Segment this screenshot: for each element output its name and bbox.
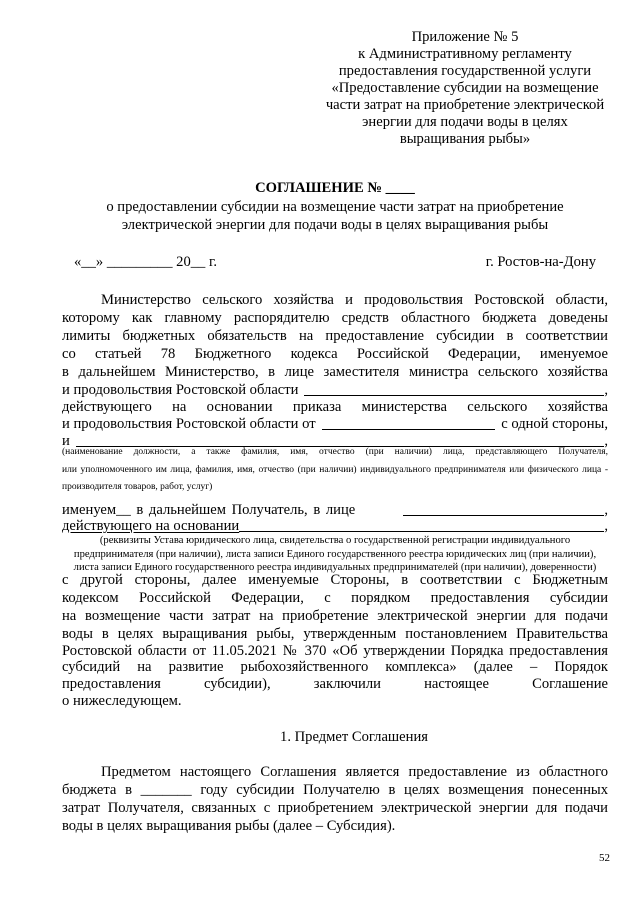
document-title: СОГЛАШЕНИЕ № ____ — [255, 180, 415, 196]
footnote-line: листа записи Единого государственного реестра индивидуальных предпринимателей (при наличии), доверенности) — [73, 562, 597, 573]
paragraph-line: с другой стороны, далее именуемые Стороны, в соответствии с Бюджетным — [62, 572, 608, 588]
recipient-name-comma: , — [604, 433, 608, 449]
paragraph-line: действующего на основании приказа министерства сельского хозяйства — [62, 399, 608, 415]
city: г. Ростов-на-Дону — [485, 254, 596, 270]
section-line: бюджета в _______ году субсидии Получателю в целях возмещения понесенных — [62, 782, 608, 798]
order-date-line — [62, 415, 608, 433]
document-subtitle-line: электрической энергии для подачи воды в целях выращивания рыбы — [121, 217, 549, 233]
paragraph-line: воды в целях выращивания рыбы, утвержденным постановлением Правительства — [62, 626, 608, 642]
signatory-blank — [304, 394, 604, 396]
order-date-tail: с одной стороны, — [501, 416, 608, 432]
paragraph-line: предоставления субсидии), заключили настоящее Соглашение — [62, 676, 608, 692]
named-recipient-blank — [403, 514, 604, 516]
acting-basis-comma: , — [604, 518, 608, 534]
acting-basis-blank — [239, 530, 604, 532]
paragraph-line: Министерство сельского хозяйства и продовольствия Ростовской области, — [101, 292, 608, 308]
section-heading: 1. Предмет Соглашения — [280, 729, 428, 745]
signatory-line — [62, 381, 608, 399]
paragraph-line: кодексом Российской Федерации, с порядком предоставления субсидии — [62, 590, 608, 606]
appendix-line: части затрат на приобретение электрической — [325, 97, 605, 113]
footnote-line: производителя товаров, работ, услуг) — [62, 482, 213, 492]
paragraph-line: субсидий на развитие рыбохозяйственного комплекса» (далее – Порядок — [62, 659, 608, 675]
appendix-line: энергии для подачи воды в целях — [362, 114, 568, 130]
named-recipient-comma: , — [604, 502, 608, 518]
appendix-line: к Административному регламенту — [358, 46, 572, 62]
date-city-line — [74, 253, 596, 271]
appendix-line: выращивания рыбы» — [399, 131, 531, 147]
named-recipient-label: именуем__ в дальнейшем Получатель, в лице — [62, 502, 356, 518]
paragraph-line: Ростовской области от 11.05.2021 № 370 «Об утверждении Порядка предоставления — [62, 643, 608, 659]
page-number: 52 — [599, 852, 610, 864]
appendix-line: «Предоставление субсидии на возмещение — [331, 80, 599, 96]
paragraph-line: со статьей 78 Бюджетного кодекса Российской Федерации, именуемое — [62, 346, 608, 362]
order-date-blank — [322, 428, 496, 430]
section-line: затрат Получателя, связанных с приобретением электрической энергии для подачи — [62, 800, 608, 816]
footnote-line: или уполномоченного им лица, фамилия, имя, отчество (при наличии) индивидуального предпринимателя или физического лица - — [62, 465, 608, 475]
acting-basis-line — [62, 517, 608, 535]
document-subtitle-line: о предоставлении субсидии на возмещение части затрат на приобретение — [106, 199, 564, 215]
acting-basis-label: действующего на основании — [62, 518, 240, 534]
order-date-label: и продовольствия Ростовской области от — [62, 416, 316, 432]
appendix-line: предоставления государственной услуги — [338, 63, 592, 79]
signatory-comma: , — [604, 382, 608, 398]
footnote-line: предпринимателя (при наличии), листа записи Единого государственного реестра юридических лиц (при наличии), — [73, 549, 597, 560]
footnote-line: (наименование должности, а также фамилия, имя, отчество (при наличии) лица, представляющего Получателя, — [62, 447, 608, 457]
section-line: воды в целях выращивания рыбы (далее – Субсидия). — [62, 818, 396, 834]
paragraph-line: лимиты бюджетных обязательств на предоставление субсидии в соответствии — [62, 328, 608, 344]
paragraph-line: о нижеследующем. — [62, 693, 182, 709]
date-placeholder: «__» _________ 20__ г. — [74, 254, 217, 270]
footnote-line: (реквизиты Устава юридического лица, свидетельства о государственной регистрации индивидуального — [99, 535, 571, 546]
paragraph-line: в дальнейшем Министерство, в лице заместителя министра сельского хозяйства — [62, 364, 608, 380]
section-line: Предметом настоящего Соглашения является предоставление из областного — [101, 764, 608, 780]
paragraph-line: на возмещение части затрат на приобретение электрической энергии для подачи — [62, 608, 608, 624]
paragraph-line: которому как главному распорядителю средств областного бюджета доведены — [62, 310, 608, 326]
signatory-label: и продовольствия Ростовской области — [62, 382, 299, 398]
appendix-block — [315, 29, 615, 148]
recipient-name-label: и — [62, 433, 70, 449]
appendix-line: Приложение № 5 — [411, 29, 519, 45]
